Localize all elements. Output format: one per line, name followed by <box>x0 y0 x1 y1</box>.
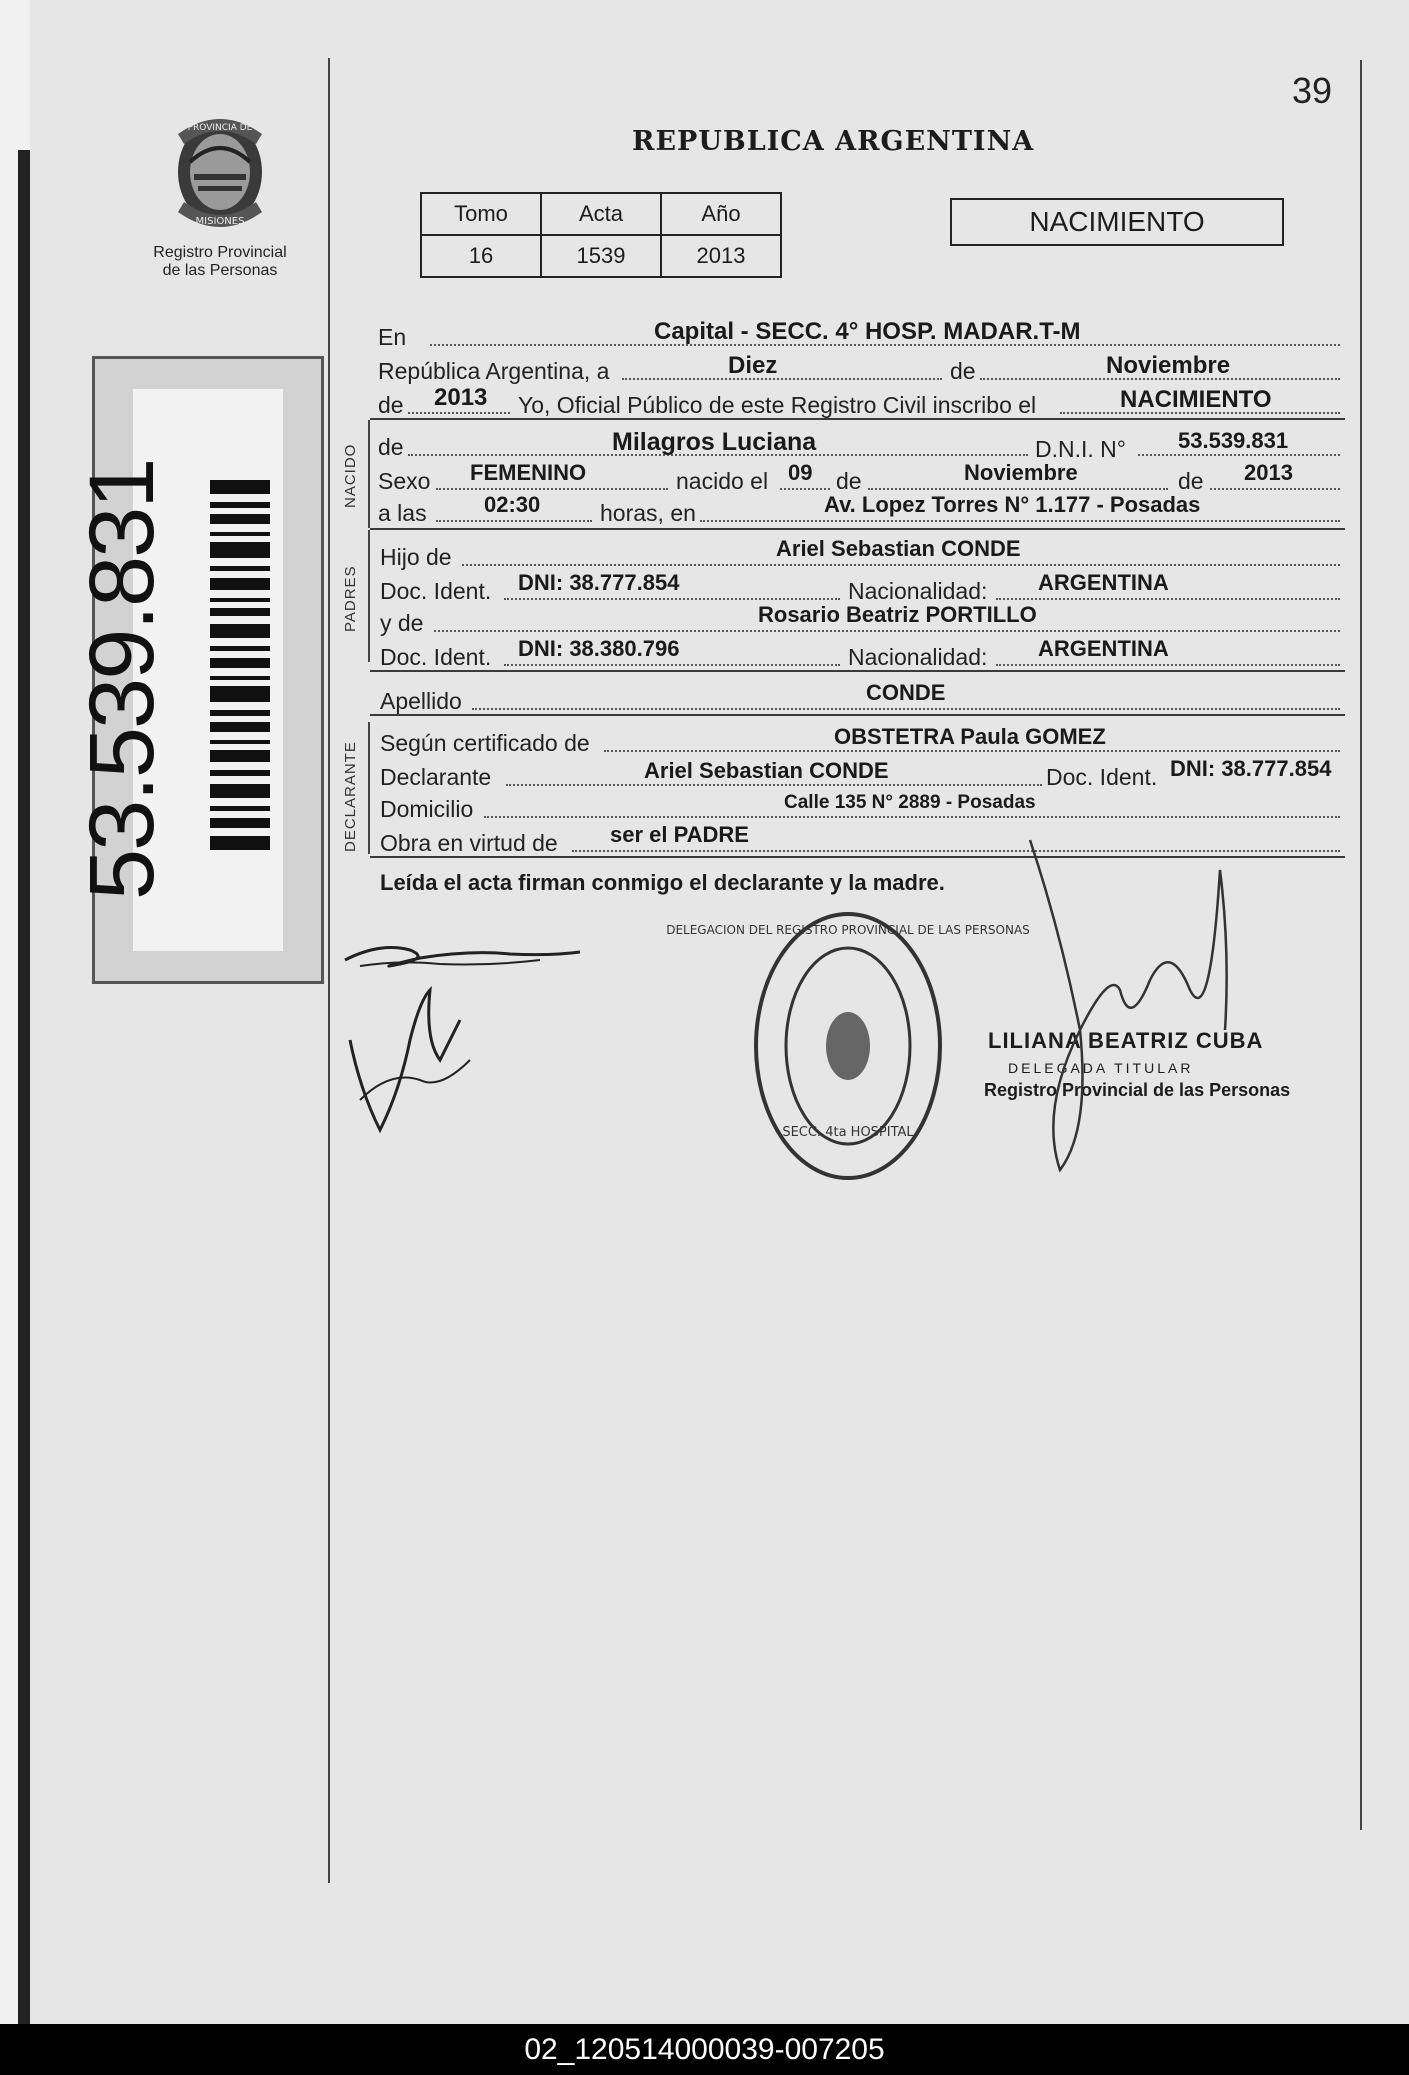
a-las-label: a las <box>378 500 427 526</box>
nacido-section-label: NACIDO <box>342 443 359 508</box>
hijo-de-label: Hijo de <box>380 544 452 570</box>
declarante-section-label: DECLARANTE <box>342 741 359 852</box>
nacido-bracket <box>368 420 370 528</box>
child-dni-value: 53.539.831 <box>1178 428 1289 453</box>
mother-doc-value: DNI: 38.380.796 <box>518 636 680 661</box>
sexo-value: FEMENINO <box>470 460 587 485</box>
page-number: 39 <box>1292 70 1333 111</box>
time-dots <box>436 520 592 522</box>
domicilio-value: Calle 135 N° 2889 - Posadas <box>784 792 1036 813</box>
domicilio-label: Domicilio <box>380 796 474 822</box>
barcode-bars <box>210 480 270 850</box>
father-nat-value: ARGENTINA <box>1038 570 1169 595</box>
cert-value: OBSTETRA Paula GOMEZ <box>834 724 1106 749</box>
day-dots <box>622 378 942 380</box>
en-value: Capital - SECC. 4° HOSP. MADAR.T-M <box>654 318 1081 345</box>
birth-day-value: 09 <box>788 460 813 485</box>
sexo-dots <box>436 488 668 490</box>
table-value-tomo: 16 <box>421 235 541 277</box>
cert-label: Según certificado de <box>380 730 590 756</box>
registry-line-2: de las Personas <box>162 262 278 279</box>
declarante-dots <box>506 784 1042 786</box>
barcode-number: 53.539.831 <box>71 459 173 900</box>
section-divider-1 <box>370 418 1345 420</box>
birth-place-value: Av. Lopez Torres N° 1.177 - Posadas <box>824 492 1201 517</box>
father-name-value: Ariel Sebastian CONDE <box>776 536 1021 561</box>
de2-label: de <box>378 392 404 418</box>
horas-label: horas, en <box>600 500 696 526</box>
en-label: En <box>378 324 407 350</box>
section-divider-3 <box>370 670 1345 672</box>
nacido-de-label: de <box>378 434 404 460</box>
father-nat-dots <box>996 598 1340 600</box>
intro-year-value: 2013 <box>434 384 488 411</box>
apellido-dots <box>472 708 1340 710</box>
domicilio-dots <box>484 816 1340 818</box>
father-nat-label: Nacionalidad: <box>848 578 988 604</box>
official-role: DELEGADA TITULAR <box>1008 1060 1194 1076</box>
father-doc-dots <box>504 598 840 600</box>
dni-dots <box>1138 454 1340 456</box>
record-reference-table <box>420 192 782 278</box>
child-name-value: Milagros Luciana <box>612 428 817 456</box>
registry-name <box>150 244 290 280</box>
declarante-value: Ariel Sebastian CONDE <box>644 758 889 783</box>
svg-text:PROVINCIA DE: PROVINCIA DE <box>187 123 253 133</box>
sexo-label: Sexo <box>378 468 431 494</box>
birth-year-dots <box>1210 488 1340 490</box>
yo-text: Yo, Oficial Público de este Registro Civil inscribo el <box>518 392 1037 418</box>
section-divider-4 <box>370 714 1345 716</box>
cert-dots <box>604 750 1340 752</box>
official-name: LILIANA BEATRIZ CUBA <box>988 1028 1264 1053</box>
y-de-label: y de <box>380 610 424 636</box>
birth-month-dots <box>868 488 1168 490</box>
official-signature <box>1020 830 1250 1180</box>
dni-label: D.N.I. N° <box>1035 436 1126 462</box>
birth-month-value: Noviembre <box>964 460 1078 485</box>
de-label: de <box>950 358 976 384</box>
declarante-label: Declarante <box>380 764 492 790</box>
document-title: REPUBLICA ARGENTINA <box>632 126 1035 157</box>
mother-doc-dots <box>504 664 840 666</box>
declarante-doc-label: Doc. Ident. <box>1046 764 1158 790</box>
official-office: Registro Provincial de las Personas <box>984 1080 1291 1100</box>
father-doc-label: Doc. Ident. <box>380 578 492 604</box>
svg-text:DELEGACION DEL REGISTRO PROVIN: DELEGACION DEL REGISTRO PROVINCIAL DE LAS PERSONAS <box>666 923 1030 937</box>
place-dots <box>700 520 1340 522</box>
father-doc-value: DNI: 38.777.854 <box>518 570 680 595</box>
table-value-acta: 1539 <box>541 235 661 277</box>
year-dots <box>408 412 510 414</box>
record-type-box: NACIMIENTO <box>950 198 1284 246</box>
inscribo-value: NACIMIENTO <box>1120 386 1272 413</box>
table-header-acta: Acta <box>541 193 661 235</box>
obra-label: Obra en virtud de <box>380 830 558 856</box>
republica-label: República Argentina, a <box>378 358 610 384</box>
apellido-value: CONDE <box>866 680 946 705</box>
birth-year-value: 2013 <box>1244 460 1293 485</box>
svg-text:SECC. 4ta HOSPITAL: SECC. 4ta HOSPITAL <box>782 1125 914 1140</box>
birth-day-dots <box>780 488 830 490</box>
province-emblem-icon <box>160 104 280 244</box>
svg-text:MISIONES: MISIONES <box>195 216 245 227</box>
official-stamp <box>666 906 1030 1186</box>
intro-month-value: Noviembre <box>1106 352 1231 379</box>
declarante-bracket <box>368 722 370 854</box>
mother-nat-label: Nacionalidad: <box>848 644 988 670</box>
closing-statement: Leída el acta firman conmigo el declarante y la madre. <box>380 870 945 895</box>
registry-line-1: Registro Provincial <box>153 244 287 261</box>
mother-nat-dots <box>996 664 1340 666</box>
father-dots <box>462 564 1340 566</box>
mother-nat-value: ARGENTINA <box>1038 636 1169 661</box>
margin-line-left <box>328 58 330 1883</box>
nacido-el-label: nacido el <box>676 468 769 494</box>
section-divider-2 <box>370 528 1345 530</box>
mother-name-value: Rosario Beatriz PORTILLO <box>758 602 1037 627</box>
padres-bracket <box>368 530 370 662</box>
nacido-de-label-3: de <box>1178 468 1204 494</box>
intro-day-value: Diez <box>728 352 778 379</box>
table-header-tomo: Tomo <box>421 193 541 235</box>
signature-2 <box>340 980 480 1140</box>
obra-value: ser el PADRE <box>610 822 749 847</box>
birth-time-value: 02:30 <box>484 492 541 517</box>
footer-id: 02_120514000039-007205 <box>0 2024 1409 2075</box>
mother-dots <box>434 630 1340 632</box>
margin-line-right <box>1360 60 1362 1830</box>
mother-doc-label: Doc. Ident. <box>380 644 492 670</box>
table-value-anio: 2013 <box>661 235 781 277</box>
padres-section-label: PADRES <box>342 565 359 632</box>
binding-shadow <box>18 150 30 2024</box>
declarante-doc-value: DNI: 38.777.854 <box>1170 756 1332 781</box>
nacido-de-label-2: de <box>836 468 862 494</box>
apellido-label: Apellido <box>380 688 462 714</box>
table-header-anio: Año <box>661 193 781 235</box>
